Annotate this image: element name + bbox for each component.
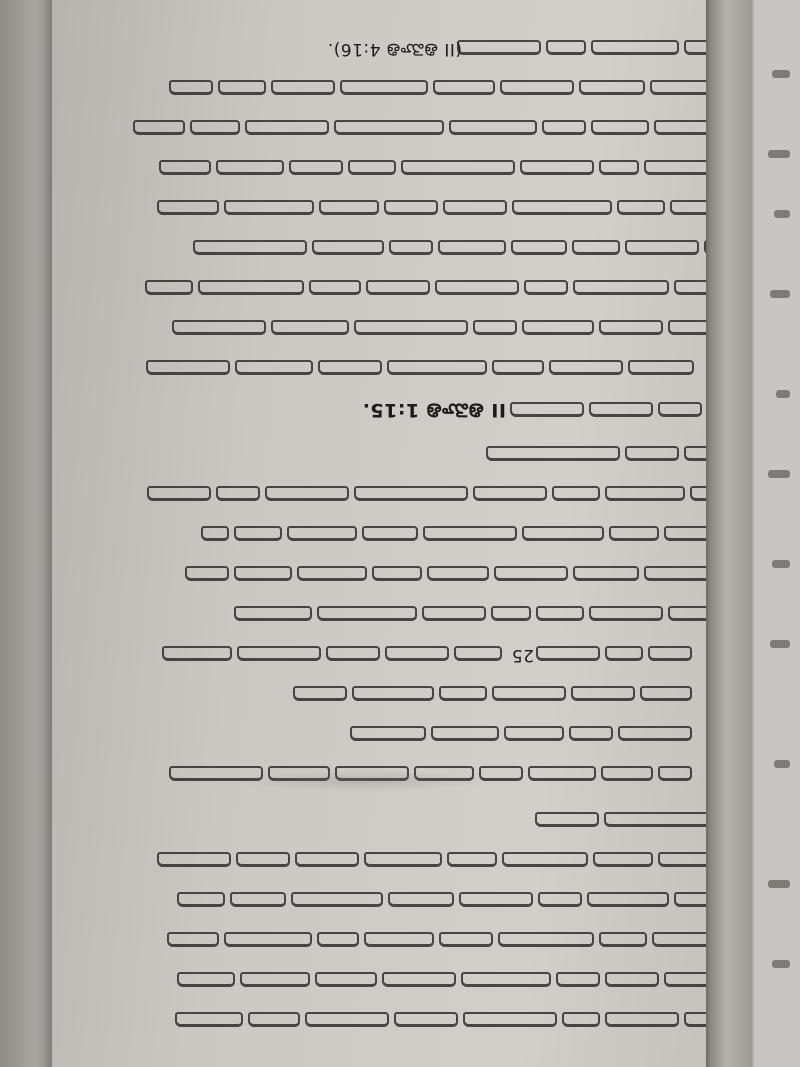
book-page [52, 0, 752, 1067]
page-text-upside-down [74, 0, 734, 1047]
text-line [175, 1013, 728, 1027]
text-line [536, 647, 692, 661]
text-line [535, 813, 728, 827]
text-line [145, 281, 728, 295]
text-line [157, 201, 728, 215]
text-line [177, 973, 728, 987]
closing-reference: (II తిమోతి 4:16). [327, 39, 462, 59]
page-gutter-shadow [706, 0, 752, 1067]
text-line [457, 41, 728, 55]
text-line [172, 321, 728, 335]
text-line [486, 447, 728, 461]
text-line [185, 567, 728, 581]
text-line [169, 81, 728, 95]
text-line [147, 487, 728, 501]
text-line [146, 361, 694, 375]
text-line [293, 687, 692, 701]
text-line [201, 527, 728, 541]
adjacent-page-text-fragments [764, 0, 794, 1067]
text-line [234, 607, 728, 621]
item-number-value: 25 [511, 645, 534, 665]
text-line [167, 933, 728, 947]
text-line [157, 853, 728, 867]
text-line [350, 727, 692, 741]
text-line [177, 893, 728, 907]
text-line [162, 647, 502, 661]
text-line [193, 241, 728, 255]
page-stain [232, 770, 492, 792]
heading-reference: II తిమోతి 1:15. [362, 399, 506, 421]
adjacent-page-edge [754, 0, 800, 1067]
text-line [159, 161, 728, 175]
text-line [510, 403, 702, 417]
text-line [133, 121, 728, 135]
